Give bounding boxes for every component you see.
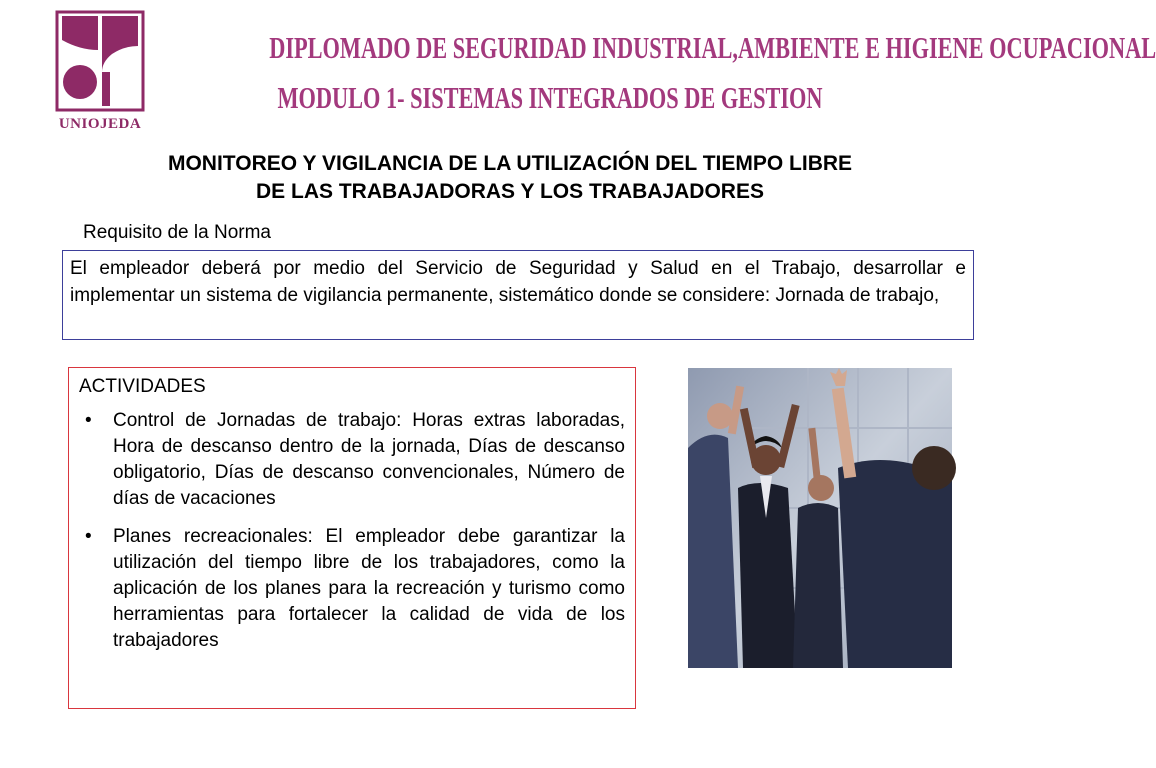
requirement-box — [62, 250, 974, 340]
logo-text: UNIOJEDA — [58, 116, 142, 132]
requirement-text: El empleador deberá por medio del Servicio de Seguridad y Salud en el Trabajo, desarrollar e implementar un sistema de vigilancia permanente, sistemático donde se considere: Jornada de trabajo, — [70, 258, 966, 306]
uniojeda-logo — [54, 10, 146, 132]
header-modulo: MODULO 1- SISTEMAS INTEGRADOS DE GESTION — [277, 80, 823, 115]
title-line-2: DE LAS TRABAJADORAS Y LOS TRABAJADORES — [256, 180, 764, 203]
activity-item-2 — [79, 524, 625, 654]
celebrating-people-photo — [688, 368, 952, 668]
activity-item-1 — [79, 408, 625, 512]
activity-text-1: Control de Jornadas de trabajo: Horas extras laboradas, Hora de descanso dentro de la jornada, Días de descanso obligatorio, Días de descanso convencionales, Número de días de vacaciones — [113, 410, 625, 509]
activities-box — [68, 367, 636, 709]
bullet-icon: • — [85, 526, 92, 547]
photo-illustration-icon — [688, 368, 952, 668]
activities-heading: ACTIVIDADES — [79, 376, 206, 397]
page-title — [60, 150, 960, 206]
activity-text-2: Planes recreacionales: El empleador debe garantizar la utilización del tiempo libre de los trabajadores, como la aplicación de los planes para la recreación y turismo como herramientas para fortalecer la calidad de vida de los trabajadores — [113, 526, 625, 651]
requirement-heading: Requisito de la Norma — [83, 222, 271, 243]
header-diplomado: DIPLOMADO DE SEGURIDAD INDUSTRIAL,AMBIENTE E HIGIENE OCUPACIONAL — [269, 30, 1156, 65]
logo-emblem-icon — [54, 10, 146, 116]
bullet-icon: • — [85, 410, 92, 431]
title-line-1: MONITOREO Y VIGILANCIA DE LA UTILIZACIÓN DEL TIEMPO LIBRE — [167, 152, 853, 175]
